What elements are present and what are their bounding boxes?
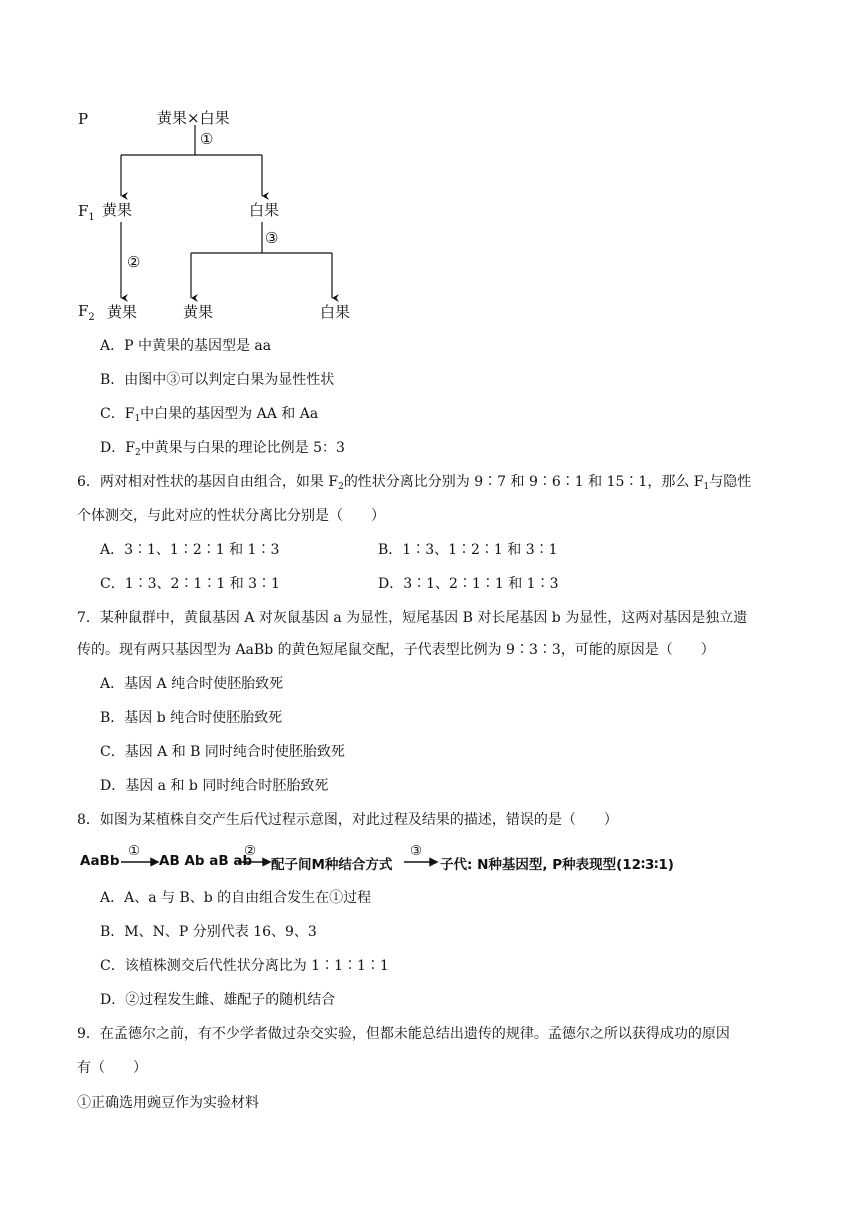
q8-option-d: D．②过程发生雌、雄配子的随机结合	[100, 992, 336, 1008]
q7-option-c: C．基因 A 和 B 同时纯合时使胚胎致死	[100, 744, 345, 760]
q7-stem-line-2: 传的。现有两只基因型为 AaBb 的黄色短尾鼠交配，子代表型比例为 9∶3∶3，可能的原因是（ ）	[77, 642, 715, 658]
q8-option-b: B．M、N、P 分别代表 16、9、3	[100, 924, 317, 940]
q8-step-3-marker: ③	[410, 843, 423, 859]
q6-stem-line-2: 个体测交，与此对应的性状分离比分别是（ ）	[77, 508, 385, 524]
generation-p-label: P	[78, 110, 89, 128]
generation-f1-label: $F_1$	[78, 202, 95, 223]
cross-label: 黄果×白果	[157, 109, 230, 127]
q8-step-1-marker: ①	[128, 843, 141, 859]
q6-option-c: C．1∶3、2∶1∶1 和 3∶1	[100, 576, 280, 592]
q5-option-b: B．由图中③可以判定白果为显性性状	[100, 372, 335, 388]
q9-stem-line-1: 9．在孟德尔之前，有不少学者做过杂交实验，但都未能总结出遗传的规律。孟德尔之所以获得成功的原因	[77, 1026, 730, 1042]
step-2-marker: ②	[127, 253, 141, 271]
q6-option-b: B．1∶3、1∶2∶1 和 3∶1	[378, 542, 558, 558]
q8-fertilization: 配子间M种结合方式	[271, 857, 393, 873]
q6-option-a: A．3∶1、1∶2∶1 和 1∶3	[100, 542, 280, 558]
q7-option-b: B．基因 b 纯合时使胚胎致死	[100, 710, 283, 726]
f1-white-label: 白果	[249, 201, 280, 219]
step-3-marker: ③	[265, 229, 279, 247]
q5-option-c: C．$F_1$中白果的基因型为 AA 和 Aa	[100, 406, 319, 424]
q7-option-d: D．基因 a 和 b 同时纯合时胚胎致死	[100, 778, 329, 794]
q9-stem-line-2: 有（ ）	[77, 1060, 147, 1076]
pedigree-lines	[0, 0, 860, 330]
f2-yellow-left-label: 黄果	[107, 303, 138, 321]
q5-option-a: A．P 中黄果的基因型是 aa	[100, 338, 272, 354]
generation-f2-label: $F_2$	[78, 302, 95, 323]
q6-stem-line-1: 6．两对相对性状的基因自由组合，如果 $F_2$的性状分离比分别为 9∶7 和 9∶6∶1 和 15∶1，那么 $F_1$与隐性	[77, 474, 752, 492]
f1-yellow-label: 黄果	[102, 201, 133, 219]
q8-offspring: 子代: N种基因型, P种表现型(12∶3∶1)	[440, 857, 674, 873]
q9-item-1: ①正确选用豌豆作为实验材料	[77, 1095, 259, 1111]
f2-yellow-mid-label: 黄果	[183, 303, 214, 321]
f2-white-label: 白果	[320, 303, 351, 321]
q8-step-2-marker: ②	[244, 843, 257, 859]
q8-parent-genotype: AaBb	[80, 853, 120, 869]
q7-option-a: A．基因 A 纯合时使胚胎致死	[100, 676, 284, 692]
q5-option-d: D．$F_2$中黄果与白果的理论比例是 5：3	[100, 440, 345, 458]
q8-stem: 8．如图为某植株自交产生后代过程示意图，对此过程及结果的描述，错误的是（ ）	[77, 812, 618, 828]
q8-option-a: A．A、a 与 B、b 的自由组合发生在①过程	[100, 890, 372, 906]
step-1-marker: ①	[200, 130, 214, 148]
q8-option-c: C．该植株测交后代性状分离比为 1∶1∶1∶1	[100, 958, 389, 974]
q8-gametes: AB Ab aB ab	[159, 853, 253, 869]
q7-stem-line-1: 7．某种鼠群中，黄鼠基因 A 对灰鼠基因 a 为显性，短尾基因 B 对长尾基因 b 为显性，这两对基因是独立遗	[77, 610, 748, 626]
q6-option-d: D．3∶1、2∶1∶1 和 1∶3	[378, 576, 559, 592]
